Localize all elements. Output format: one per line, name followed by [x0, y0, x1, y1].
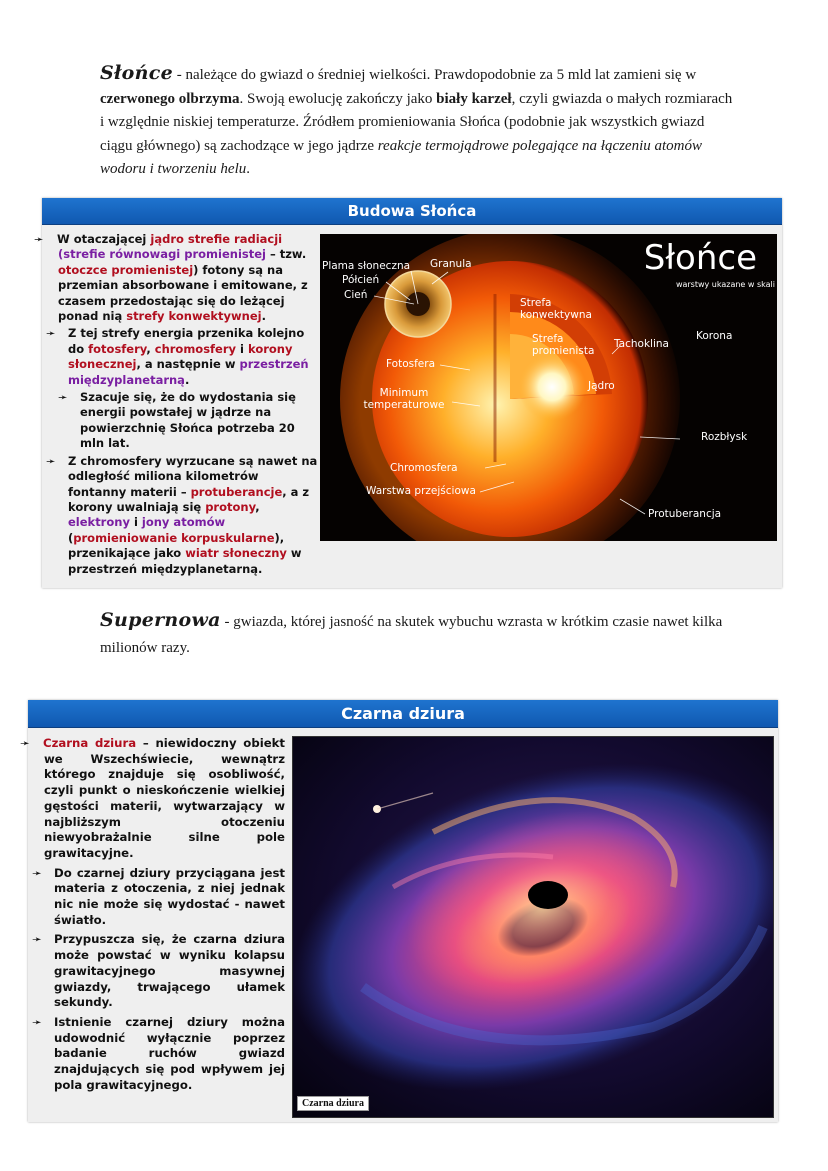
slide-text-column: [20, 736, 285, 1095]
intro-italic-1: reakcje termojądrowe polegające na łączeniu atomów wodoru i tworzeniu helu: [100, 137, 703, 177]
arrow-bullet-icon: ➛: [46, 453, 56, 468]
arrow-bullet-icon: ➛: [46, 326, 56, 341]
label-minimum: Minimum temperaturowe: [363, 387, 445, 411]
label-chromosfera: Chromosfera: [390, 462, 458, 474]
bullet-paragraph: ➛ Istnienie czarnej dziury można udowodnić wyłącznie poprzez badanie ruchów gwiazd znajdujących się pod wpływem jej pola grawitacyjnego.: [32, 1014, 285, 1092]
bullet-paragraph: ➛ Z chromosfery wyrzucane są nawet na odległość miliona kilometrów fontanny materii – protuberancje, a z korony uwalniają się protony, elektrony i jony atomów (promieniowanie korpuskularne), przenikające jako wiatr słoneczny w przestrzeń międzyplanetarną.: [46, 453, 318, 576]
label-warstwa: Warstwa przejściowa: [366, 485, 476, 497]
slide-title: Czarna dziura: [28, 700, 778, 728]
arrow-bullet-icon: ➛: [32, 932, 42, 947]
bullet-paragraph: ➛ Do czarnej dziury przyciągana jest materia z otoczenia, z niej jednak nic nie może się wydostać - nawet światło.: [32, 865, 285, 927]
term-slonce: Słońce: [100, 62, 173, 84]
slide-czarna-dziura: [20, 700, 778, 1122]
arrow-bullet-icon: ➛: [32, 865, 42, 880]
label-tachoklina: Tachoklina: [614, 338, 669, 350]
intro-bold-1: czerwonego olbrzyma: [100, 90, 240, 107]
label-strefa-konwektywna: Strefa konwektywna: [520, 297, 592, 321]
slide-text-column: [34, 232, 318, 579]
bullet-paragraph: ➛ Z tej strefy energia przenika kolejno do fotosfery, chromosfery i korony słonecznej, a następnie w przestrzeń międzyplanetarną.: [46, 326, 309, 387]
sun-image-subtitle: warstwy ukazane w skali: [675, 280, 775, 289]
slide-budowa-slonca: [34, 198, 782, 588]
bullet-paragraph: ➛ Szacuje się, że do wydostania się energii powstałej w jądrze na powierzchnię Słońca potrzeba 20 mln lat.: [58, 390, 296, 451]
label-granula: Granula: [430, 258, 472, 270]
label-polcien: Półcień: [342, 274, 380, 286]
bullet-paragraph: ➛ Przypuszcza się, że czarna dziura może powstać w wyniku kolapsu grawitacyjnego masywnej gwiazdy, trwającego ułamek sekundy.: [32, 932, 285, 1010]
label-cien: Cień: [344, 289, 368, 301]
intro-text-3: , czyli gwiazda o małych rozmiarach i względnie niskiej temperaturze. Źródłem promieniowania Słońca (podobnie jak wszystkich gwiazd ciągu głównego) są zachodzące w jego jądrze: [100, 90, 733, 154]
supernova-text: - gwiazda, której jasność na skutek wybuchu wzrasta w krótkim czasie nawet kilka milionów razy.: [100, 614, 723, 656]
arrow-bullet-icon: ➛: [34, 232, 44, 246]
label-fotosfera: Fotosfera: [386, 358, 436, 370]
bullet-paragraph: ➛ W otaczającej jądro strefie radiacji (strefie równowagi promienistej – tzw. otoczce promienistej) fotony są na przemian absorbowane i emitowane, z czasem przedostając się do leżącej ponad nią strefy konwektywnej.: [34, 232, 308, 324]
image-caption: Czarna dziura: [297, 1096, 369, 1111]
arrow-bullet-icon: ➛: [32, 1014, 42, 1029]
intro-paragraph: [100, 62, 740, 182]
label-jadro: Jądro: [588, 380, 615, 392]
bullet-paragraph: ➛ Czarna dziura – niewidoczny obiekt we Wszechświecie, wewnątrz którego znajduje się osobliwość, czyli punkt o nieskończenie wielkiej gęstości materii, wytwarzający w najbliższym otoczeniu niewyobrażalnie silne pole grawitacyjne.: [20, 736, 285, 860]
supernova-paragraph: [100, 607, 740, 661]
intro-text-4: .: [246, 161, 251, 177]
black-hole-image: [292, 736, 774, 1118]
intro-text-2: . Swoją ewolucję zakończy jako: [239, 90, 437, 107]
arrow-bullet-icon: ➛: [58, 390, 68, 405]
intro-text-1: - należące do gwiazd o średniej wielkości. Prawdopodobnie za 5 mld lat zamieni się w: [172, 67, 697, 83]
slide-title: Budowa Słońca: [42, 198, 782, 225]
label-protuberancja: Protuberancja: [648, 508, 722, 520]
label-strefa-promienista: Strefa promienista: [532, 333, 595, 357]
arrow-bullet-icon: ➛: [20, 736, 30, 750]
sun-structure-image: [320, 234, 777, 541]
term-supernowa: Supernowa: [100, 609, 221, 631]
label-plama: Plama słoneczna: [322, 260, 411, 272]
intro-bold-2: biały karzeł: [436, 90, 512, 107]
label-rozblysk: Rozbłysk: [701, 431, 748, 443]
sun-image-title: Słońce: [643, 238, 757, 278]
black-hole-illustration: [293, 737, 773, 1117]
label-korona: Korona: [696, 330, 733, 342]
